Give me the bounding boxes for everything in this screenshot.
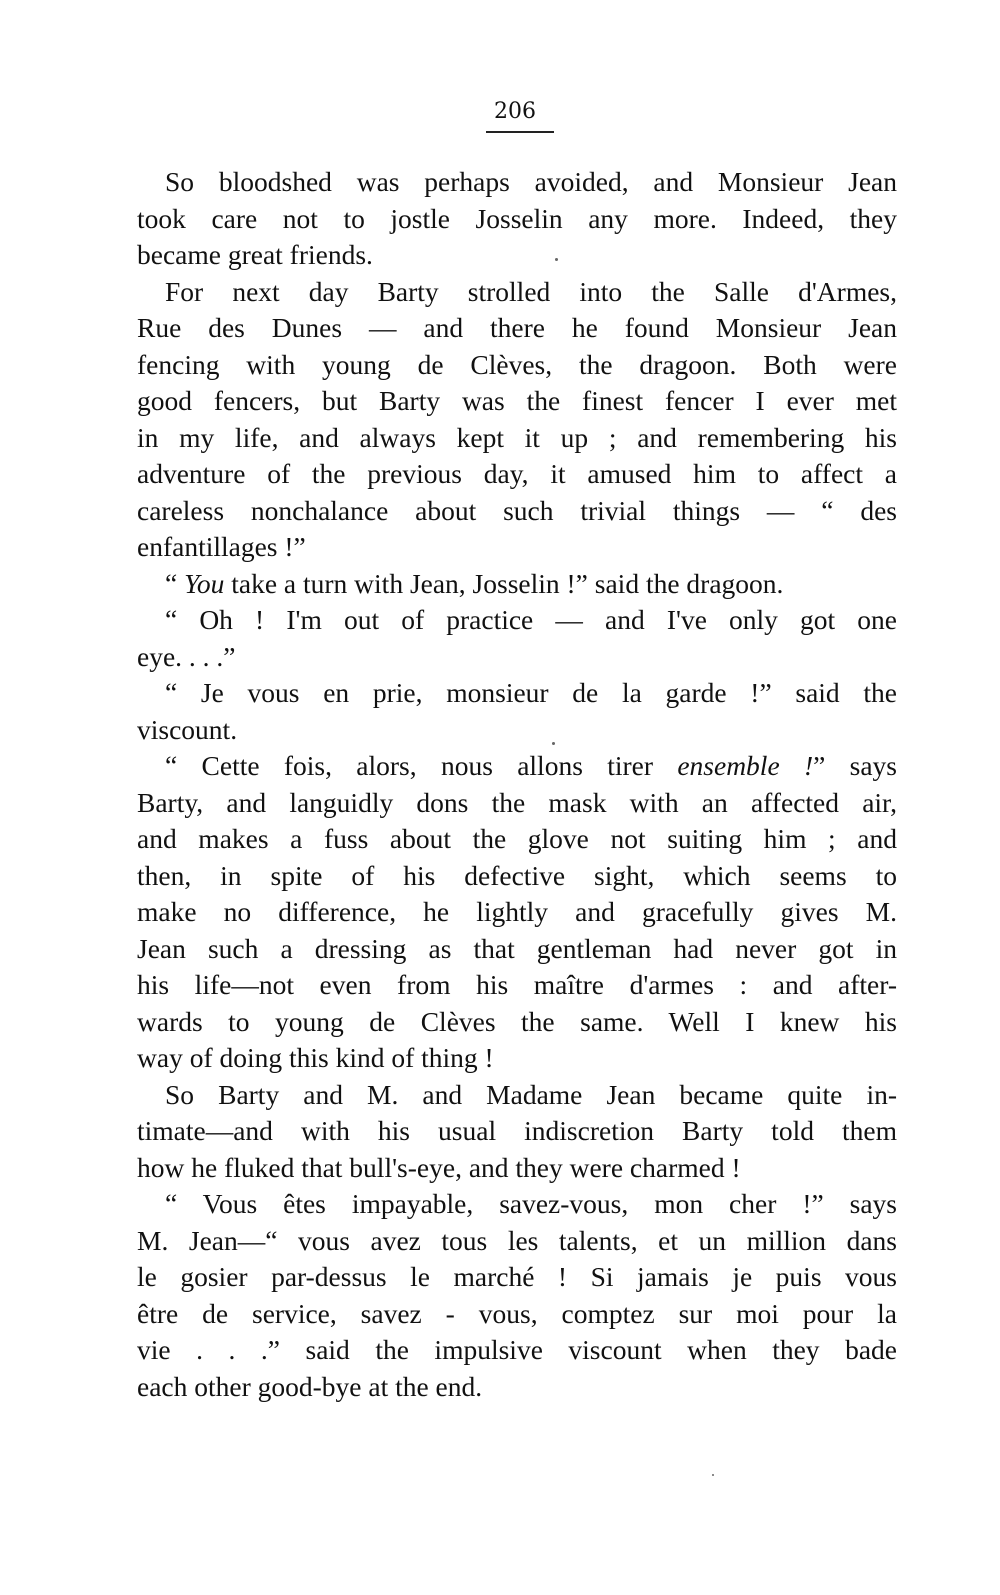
text-line: Barty, and languidly dons the mask with an affected air, (137, 786, 897, 818)
text-line: then, in spite of his defective sight, which seems to (137, 859, 897, 891)
paragraph (137, 1077, 897, 1187)
text-line: took care not to jostle Josselin any more. Indeed, they (137, 202, 897, 234)
text-line: timate—and with his usual indiscretion Barty told them (137, 1115, 897, 1146)
text-line: “ You take a turn with Jean, Josselin !” said the dragoon. (165, 567, 784, 599)
text-line: good fencers, but Barty was the finest fencer I ever met (137, 385, 897, 416)
text-line: So bloodshed was perhaps avoided, and Monsieur Jean (165, 166, 897, 197)
text-line: and makes a fuss about the glove not suiting him ; and (137, 823, 897, 854)
text-line: how he fluked that bull's-eye, and they were charmed ! (137, 1151, 741, 1183)
text-line: “ Vous êtes impayable, savez-vous, mon cher !” says (165, 1188, 897, 1219)
text-line: careless nonchalance about such trivial things — “ des (137, 494, 897, 526)
text-line: “ Je vous en prie, monsieur de la garde !” said the (165, 677, 897, 708)
text-line: enfantillages !” (137, 531, 306, 562)
text-line: So Barty and M. and Madame Jean became quite in- (165, 1078, 897, 1110)
text-line: For next day Barty strolled into the Salle d'Armes, (165, 275, 897, 307)
text-line: eye. . . .” (137, 640, 236, 672)
header-rule (486, 131, 554, 133)
text-line: fencing with young de Clèves, the dragoon. Both were (137, 348, 897, 380)
text-line: make no difference, he lightly and gracefully gives M. (137, 896, 897, 927)
paragraph (137, 748, 897, 1077)
text-line: viscount. (137, 713, 238, 745)
text-line: in my life, and always kept it up ; and remembering his (137, 421, 897, 453)
text-line: Jean such a dressing as that gentleman had never got in (137, 932, 897, 964)
paragraph (137, 1186, 897, 1405)
paper-speck (555, 258, 558, 261)
paragraph (137, 164, 897, 274)
text-line: le gosier par-dessus le marché ! Si jamais je puis vous (137, 1261, 897, 1292)
text-line: wards to young de Clèves the same. Well I knew his (137, 1005, 897, 1037)
paragraph (137, 566, 897, 603)
paper-speck (552, 742, 555, 745)
text-line: être de service, savez - vous, comptez sur moi pour la (137, 1297, 897, 1329)
paragraph (137, 602, 897, 675)
text-line: each other good-bye at the end. (137, 1370, 483, 1402)
paragraph (137, 274, 897, 566)
text-line: “ Oh ! I'm out of practice — and I've only got one (165, 604, 897, 635)
text-line: way of doing this kind of thing ! (137, 1042, 494, 1073)
text-line: adventure of the previous day, it amused him to affect a (137, 458, 897, 489)
paragraph (137, 675, 897, 748)
text-line: vie . . .” said the impulsive viscount when they bade (137, 1334, 897, 1365)
body-text (137, 164, 897, 1405)
text-line: M. Jean—“ vous avez tous les talents, et un million dans (137, 1224, 897, 1256)
text-line: became great friends. (137, 239, 373, 270)
text-line: Rue des Dunes — and there he found Monsieur Jean (137, 312, 897, 343)
page-number: 206 (494, 99, 536, 124)
text-line: his life—not even from his maître d'armes : and after- (137, 969, 897, 1000)
text-line: “ Cette fois, alors, nous allons tirer ensemble !” says (165, 750, 898, 781)
paper-speck (712, 1474, 714, 1476)
